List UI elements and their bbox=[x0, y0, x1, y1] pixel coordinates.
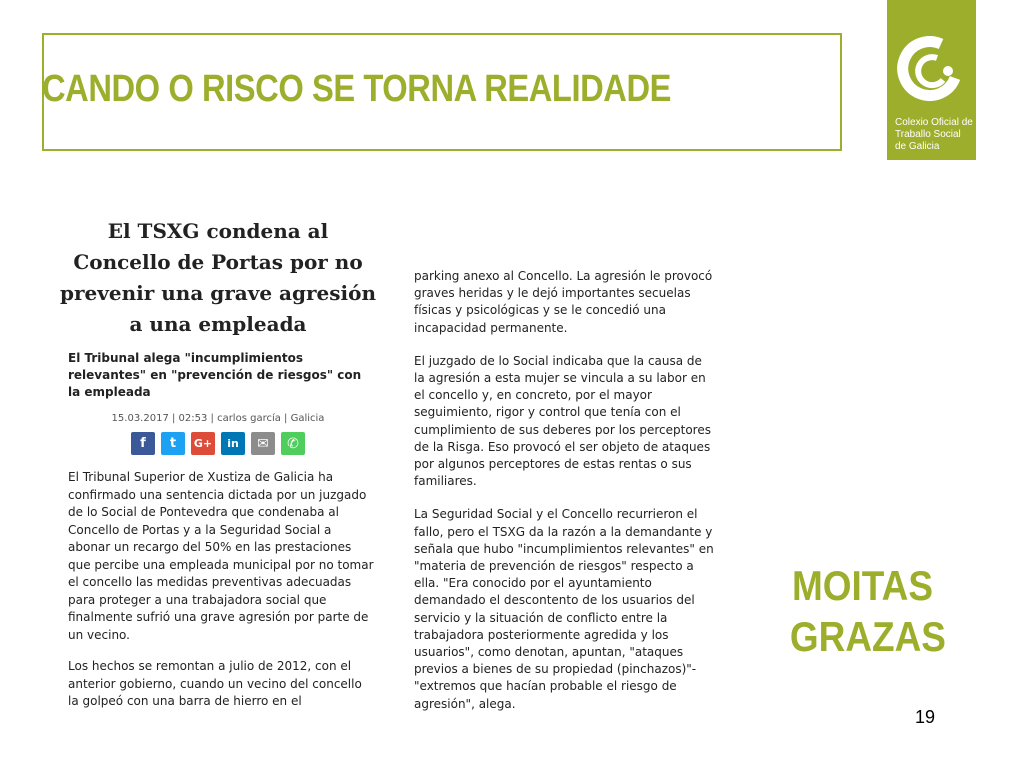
article-meta: 15.03.2017 | 02:53 | carlos garcía | Galicia bbox=[111, 413, 325, 424]
article-clipping-left bbox=[60, 210, 376, 722]
share-bar bbox=[60, 432, 376, 455]
logo bbox=[887, 0, 976, 160]
closing-thanks bbox=[789, 560, 946, 662]
article-paragraph-4: El juzgado de lo Social indicaba que la causa de la agresión a esta mujer se vincula a su labor en el concello y, en concreto, por el mayor seguimiento, rigor y control que tenía con el cumplimiento de sus deberes por los perceptores de la Risga. Eso provocó el ser objeto de ataques por algunos perceptores de estas rentas o sus familiares. bbox=[414, 353, 711, 489]
slide-title: CANDO O RISCO SE TORNA REALIDADE bbox=[42, 68, 671, 110]
article-paragraph-2: Los hechos se remontan a julio de 2012, con el anterior gobierno, cuando un vecino del concello la golpeó con una barra de hierro en el bbox=[68, 659, 362, 708]
logo-line-1: Colexio Oficial de bbox=[895, 117, 973, 128]
email-icon[interactable]: ✉ bbox=[251, 432, 275, 455]
closing-line-2: GRAZAS bbox=[789, 613, 946, 660]
logo-mark-icon bbox=[897, 36, 966, 106]
article-headline: El TSXG condena al Concello de Portas por no prevenir una grave agresión a una empleada bbox=[60, 219, 376, 336]
linkedin-icon[interactable]: in bbox=[221, 432, 245, 455]
article-paragraph-5: La Seguridad Social y el Concello recurrieron el fallo, pero el TSXG da la razón a la demandante y señala que hubo "incumplimientos relevantes" en "materia de prevención de riesgos" respecto a ella. "Era conocido por el ayuntamiento demandado el descontento de los usuarios del servicio y la situación de conflicto entre la trabajadora posteriormente agredida y los usuarios", como denotan, apuntan, "ataques previos a bienes de su propiedad (pinchazos)"- "extremos que hacían probable el riesgo de agresión", alega. bbox=[414, 507, 714, 711]
logo-line-2: Traballo Social bbox=[895, 129, 961, 140]
article-paragraph-3: parking anexo al Concello. La agresión le provocó graves heridas y le dejó importantes secuelas físicas y psicológicas y se le concedió una incapacidad permanente. bbox=[414, 269, 713, 335]
logo-text bbox=[895, 117, 973, 153]
closing-line-1: MOITAS bbox=[792, 562, 933, 609]
article-clipping-right bbox=[414, 268, 714, 729]
facebook-icon[interactable]: f bbox=[131, 432, 155, 455]
google-plus-icon[interactable]: G+ bbox=[191, 432, 215, 455]
twitter-icon[interactable]: t bbox=[161, 432, 185, 455]
logo-line-3: de Galicia bbox=[895, 141, 940, 152]
whatsapp-icon[interactable]: ✆ bbox=[281, 432, 305, 455]
article-subtitle: El Tribunal alega "incumplimientos relevantes" en "prevención de riesgos" con la empleada bbox=[68, 351, 362, 399]
article-paragraph-1: El Tribunal Superior de Xustiza de Galicia ha confirmado una sentencia dictada por un juzgado de lo Social de Pontevedra que condenaba al Concello de Portas y a la Seguridad Social a abonar un recargo del 50% en las prestaciones que percibe una empleada municipal por no tomar el concello las medidas preventivas adecuadas para proteger a una trabajadora social que finalmente sufrió una grave agresión por parte de un vecino. bbox=[68, 470, 374, 642]
page-number: 19 bbox=[915, 707, 936, 727]
